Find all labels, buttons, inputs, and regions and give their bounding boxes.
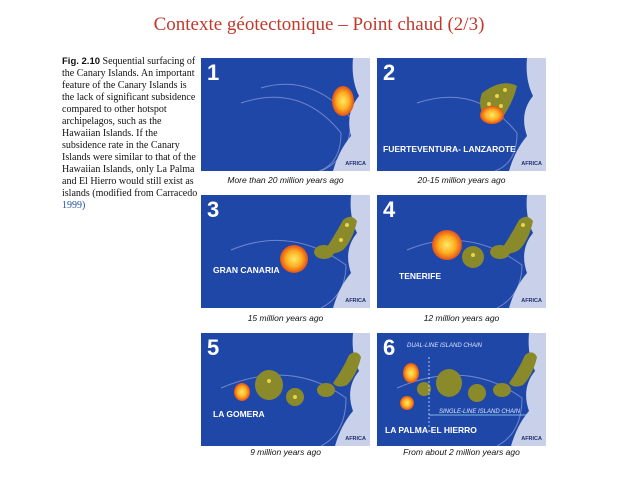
single-chain-label: SINGLE-LINE ISLAND CHAIN <box>439 409 521 415</box>
panel-number: 3 <box>207 197 220 222</box>
panel-caption: More than 20 million years ago <box>227 175 344 185</box>
panel-number: 4 <box>383 197 396 222</box>
island-label: FUERTEVENTURA- LANZAROTE <box>383 144 516 154</box>
panel-number: 2 <box>383 60 396 85</box>
dual-chain-label: DUAL-LINE ISLAND CHAIN <box>407 343 483 349</box>
map-panel-6 <box>377 333 546 446</box>
africa-label: AFRICA <box>345 436 366 442</box>
island-label: LA GOMERA <box>213 409 265 419</box>
island-label: TENERIFE <box>399 271 442 281</box>
island-label: LA PALMA-EL HIERRO <box>385 425 477 435</box>
panel-caption: 20-15 million years ago <box>417 175 506 185</box>
caption-text: Sequential surfacing of the Canary Islands. An important feature of the Canary Islands is the lack of significant subsidence compared to other hotspot archipelagos, such as the Hawaiian Islands. If the subsidence rate in the Canary Islands were similar to that of the Hawaiian Islands, only La Palma and El Hierro would still exist as islands (modified from Carracedo <box>62 56 198 199</box>
map-panel-1 <box>201 58 370 171</box>
figure-label: Fig. 2.10 <box>62 56 101 67</box>
panel-caption: 9 million years ago <box>250 447 321 457</box>
island-label: GRAN CANARIA <box>213 265 280 275</box>
map-panel-3 <box>201 195 370 308</box>
panel-number: 6 <box>383 335 396 360</box>
africa-label: AFRICA <box>521 161 542 167</box>
map-graphic <box>201 333 370 446</box>
africa-label: AFRICA <box>345 161 366 167</box>
map-graphic <box>377 58 546 171</box>
africa-label: AFRICA <box>521 436 542 442</box>
map-graphic <box>201 58 370 171</box>
map-panel-5 <box>201 333 370 446</box>
map-graphic <box>377 195 546 308</box>
caption-year: 1999) <box>62 200 86 211</box>
map-panel-2 <box>377 58 546 171</box>
map-graphic <box>201 195 370 308</box>
panel-caption: From about 2 million years ago <box>403 447 520 457</box>
map-panel-4 <box>377 195 546 308</box>
slide-title: Contexte géotectonique – Point chaud (2/3) <box>153 14 485 35</box>
africa-label: AFRICA <box>345 298 366 304</box>
figure-caption <box>62 56 198 212</box>
panel-number: 1 <box>207 60 220 85</box>
africa-label: AFRICA <box>521 298 542 304</box>
panel-caption: 12 million years ago <box>423 313 500 323</box>
panel-number: 5 <box>207 335 220 360</box>
panel-caption: 15 million years ago <box>247 313 324 323</box>
